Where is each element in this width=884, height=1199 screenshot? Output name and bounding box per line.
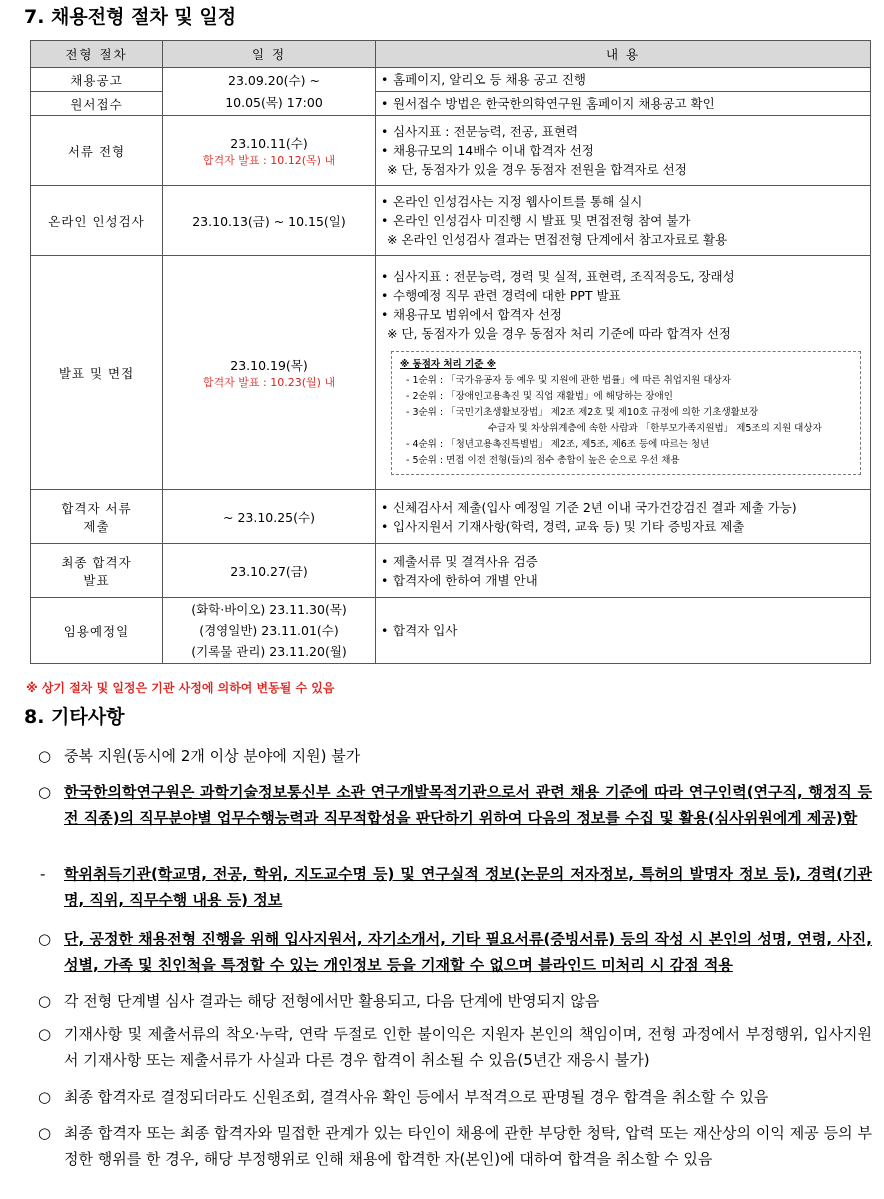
result-announcement: 합격자 발표 : 10.23(월) 내 — [202, 375, 336, 389]
table-row — [31, 490, 871, 544]
circle-bullet-icon: ○ — [38, 747, 52, 765]
table-row — [31, 598, 871, 664]
list-item: • 온라인 인성검사는 지정 웹사이트를 통해 실시 — [381, 194, 643, 209]
table-row — [31, 68, 871, 92]
list-item: • 원서접수 방법은 한국한의학연구원 홈페이지 채용공고 확인 — [381, 96, 715, 111]
list-item: • 합격자에 한하여 개별 안내 — [381, 572, 538, 588]
list-item: - 학위취득기관(학교명, 전공, 학위, 지도교수명 등) 및 연구실적 정보(논문의 저자정보, 특허의 발명자 정보 등), 경력(기관명, 직위, 직무수행 내용 등) 정보 — [40, 861, 872, 913]
schedule-text: 23.10.11(수) — [230, 135, 308, 151]
list-item: ○ 각 전형 단계별 심사 결과는 해당 전형에서만 활용되고, 다음 단계에 반영되지 않음 — [38, 988, 872, 1014]
dash-bullet-icon: - — [40, 865, 46, 883]
table-row — [31, 544, 871, 598]
header-schedule: 일 정 — [163, 41, 376, 68]
tie-break-line: - 1순위 : 「국가유공자 등 예우 및 지원에 관한 법률」에 따른 취업지원 대상자 — [406, 374, 731, 386]
bullet-icon: • — [381, 518, 389, 534]
content-cell — [376, 68, 871, 92]
schedule-text: 23.10.19(목) — [230, 357, 308, 373]
list-item: • 채용규모 범위에서 합격자 선정 — [381, 306, 562, 322]
schedule-text: 23.09.20(수) ~ 10.05(목) 17:00 — [225, 72, 323, 110]
schedule-cell — [163, 256, 376, 490]
circle-bullet-icon: ○ — [38, 783, 52, 801]
bullet-icon: • — [381, 96, 389, 111]
bullet-icon: • — [381, 306, 389, 322]
step-cell: 임용예정일 — [31, 598, 163, 664]
content-cell — [376, 92, 871, 116]
schedule-cell: (화학·바이오) 23.11.30(목) (경영일반) 23.11.01(수) (기록물 관리) 23.11.20(월) — [163, 598, 376, 664]
bullet-icon: • — [381, 143, 389, 158]
list-item: • 입사지원서 기재사항(학력, 경력, 교육 등) 및 기타 증빙자료 제출 — [381, 518, 745, 534]
list-item: • 채용규모의 14배수 이내 합격자 선정 — [381, 143, 594, 158]
step-cell: 서류 전형 — [31, 116, 163, 186]
step-cell: 채용공고 — [31, 68, 163, 92]
bullet-icon: • — [381, 553, 389, 569]
tie-break-line: - 4순위 : 「청년고용촉진특별법」 제2조, 제5조, 제6조 등에 따르는 청년 — [406, 438, 710, 450]
table-row — [31, 186, 871, 256]
bullet-icon: • — [381, 124, 389, 139]
table-row — [31, 256, 871, 490]
bullet-icon: • — [381, 499, 389, 515]
tie-break-line: - 2순위 : 「장애인고용촉진 및 직업 재활법」에 해당하는 장애인 — [406, 390, 673, 402]
schedule-cell: ~ 23.10.25(수) — [163, 490, 376, 544]
schedule-cell — [163, 68, 376, 116]
content-cell — [376, 598, 871, 664]
list-item: ○ 최종 합격자 또는 최종 합격자와 밀접한 관계가 있는 타인이 채용에 관한 부당한 청탁, 압력 또는 재산상의 이익 제공 등의 부정한 행위를 한 경우, 해당 부정행위로 인해 채용에 합격한 자(본인)에 대하여 합격을 취소할 수 있음 — [38, 1120, 872, 1172]
note-text: ※ 단, 동점자가 있을 경우 동점자 전원을 합격자로 선정 — [387, 162, 687, 177]
list-item: • 합격자 입사 — [381, 623, 458, 638]
result-announcement: 합격자 발표 : 10.12(목) 내 — [202, 153, 336, 167]
list-item: ○ 기재사항 및 제출서류의 착오·누락, 연락 두절로 인한 불이익은 지원자 본인의 책임이며, 전형 과정에서 부정행위, 입사지원서 기재사항 또는 제출서류가 사실과 다른 경우 합격이 취소될 수 있음(5년간 재응시 불가) — [38, 1021, 872, 1073]
list-item: • 신체검사서 제출(입사 예정일 기준 2년 이내 국가건강검진 결과 제출 가능) — [381, 499, 797, 515]
list-item: ○ 한국한의학연구원은 과학기술정보통신부 소관 연구개발목적기관으로서 관련 채용 기준에 따라 연구인력(연구직, 행정직 등 전 직종)의 직무분야별 업무수행능력과 직무적합성을 판단하기 위하여 다음의 정보를 수집 및 활용(심사위원에게 제공)함 — [38, 779, 872, 831]
table-header-row — [31, 41, 871, 68]
list-item: • 홈페이지, 알리오 등 채용 공고 진행 — [381, 72, 586, 87]
circle-bullet-icon: ○ — [38, 930, 52, 948]
section-8-title: 8. 기타사항 — [24, 706, 125, 728]
tie-break-line: - 5순위 : 면접 이전 전형(들)의 점수 총합이 높은 순으로 우선 채용 — [406, 454, 680, 466]
circle-bullet-icon: ○ — [38, 1088, 52, 1106]
bullet-icon: • — [381, 287, 389, 303]
note-text: ※ 온라인 인성검사 결과는 면접전형 단계에서 참고자료로 활용 — [387, 232, 728, 247]
content-cell — [376, 256, 871, 490]
step-cell: 합격자 서류 제출 — [31, 490, 163, 544]
bullet-icon: • — [381, 72, 389, 87]
content-cell — [376, 116, 871, 186]
schedule-cell — [163, 116, 376, 186]
schedule-change-notice: ※ 상기 절차 및 일정은 기관 사정에 의하여 변동될 수 있음 — [26, 681, 335, 695]
tie-break-line: - 3순위 : 「국민기초생활보장법」 제2조 제2호 및 제10호 규정에 의한 기초생활보장 — [406, 406, 759, 418]
schedule-cell: 23.10.13(금) ~ 10.15(일) — [163, 186, 376, 256]
bullet-icon: • — [381, 572, 389, 588]
bullet-icon: • — [381, 623, 389, 638]
content-cell — [376, 186, 871, 256]
list-item: • 온라인 인성검사 미진행 시 발표 및 면접전형 참여 불가 — [381, 213, 691, 228]
tie-break-criteria-box — [391, 351, 861, 475]
circle-bullet-icon: ○ — [38, 1124, 52, 1142]
bullet-icon: • — [381, 194, 389, 209]
section-7-title: 7. 채용전형 절차 및 일정 — [24, 6, 237, 28]
list-item: ○ 중복 지원(동시에 2개 이상 분야에 지원) 불가 — [38, 743, 872, 769]
circle-bullet-icon: ○ — [38, 1025, 52, 1043]
schedule-cell: 23.10.27(금) — [163, 544, 376, 598]
content-cell — [376, 490, 871, 544]
list-item: • 수행예정 직무 관련 경력에 대한 PPT 발표 — [381, 287, 621, 303]
header-content: 내 용 — [376, 41, 871, 68]
step-cell: 최종 합격자 발표 — [31, 544, 163, 598]
bullet-icon: • — [381, 213, 389, 228]
step-cell: 온라인 인성검사 — [31, 186, 163, 256]
step-cell: 원서접수 — [31, 92, 163, 116]
tie-break-title: ※ 동점자 처리 기준 ※ — [400, 358, 496, 370]
circle-bullet-icon: ○ — [38, 992, 52, 1010]
bullet-icon: • — [381, 268, 389, 284]
table-row — [31, 116, 871, 186]
list-item: • 제출서류 및 결격사유 검증 — [381, 553, 538, 569]
step-cell: 발표 및 면접 — [31, 256, 163, 490]
list-item: ○ 최종 합격자로 결정되더라도 신원조회, 결격사유 확인 등에서 부적격으로 판명될 경우 합격을 취소할 수 있음 — [38, 1084, 872, 1110]
list-item: ○ 단, 공정한 채용전형 진행을 위해 입사지원서, 자기소개서, 기타 필요서류(증빙서류) 등의 작성 시 본인의 성명, 연령, 사진, 성별, 가족 및 친인척을 특정할 수 있는 개인정보 등을 기재할 수 없으며 블라인드 미처리 시 감점 적용 — [38, 926, 872, 978]
schedule-table — [30, 40, 871, 664]
content-cell — [376, 544, 871, 598]
list-item: • 심사지표 : 전문능력, 경력 및 실적, 표현력, 조직적응도, 장래성 — [381, 268, 735, 284]
list-item: • 심사지표 : 전문능력, 전공, 표현력 — [381, 124, 579, 139]
note-text: ※ 단, 동점자가 있을 경우 동점자 처리 기준에 따라 합격자 선정 — [387, 325, 731, 341]
tie-break-line: 수급자 및 차상위계층에 속한 사람과 「한부모가족지원법」 제5조의 지원 대상자 — [488, 422, 822, 434]
table-row — [31, 92, 871, 116]
header-step: 전형 절차 — [31, 41, 163, 68]
